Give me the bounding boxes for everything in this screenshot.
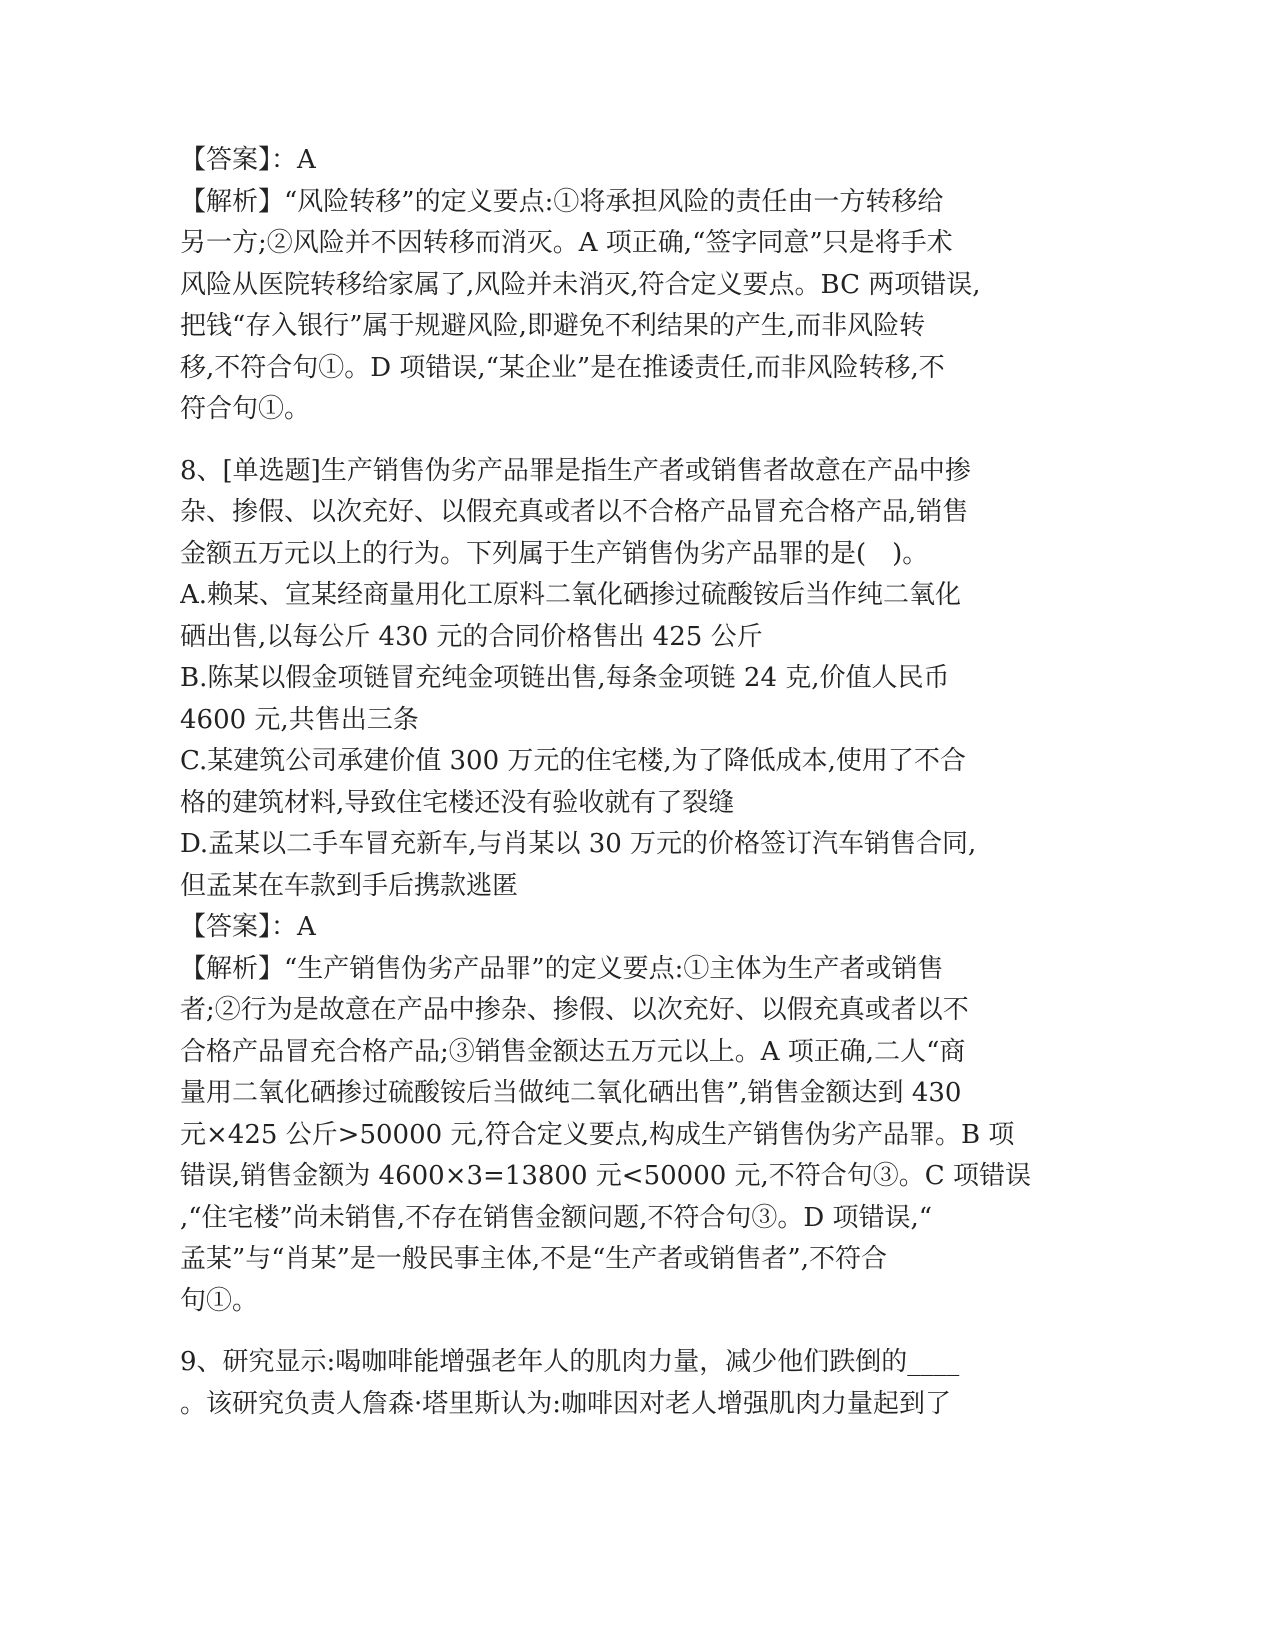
q8-analysis-line: 量用二氧化硒掺过硫酸铵后当做纯二氧化硒出售”,销售金额达到 430 [180,1078,962,1108]
q8-option-a [180,575,1080,658]
q8-stem [180,451,1080,576]
option-line: D.孟某以二手车冒充新车,与肖某以 30 万元的价格签订汽车销售合同, [180,829,977,859]
q7-analysis-line: 把钱“存入银行”属于规避风险,即避免不利结果的产生,而非风险转 [180,311,926,341]
q9-stem-line: 。该研究负责人詹森·塔里斯认为:咖啡因对老人增强肌肉力量起到了 [180,1388,952,1419]
option-line: 硒出售,以每公斤 430 元的合同价格售出 425 公斤 [180,621,763,652]
option-line: B.陈某以假金项链冒充纯金项链出售,每条金项链 24 克,价值人民币 [180,663,950,693]
option-line: 但孟某在车款到手后携款逃匿 [180,870,519,901]
q8-analysis-line: 错误,销售金额为 4600×3=13800 元<50000 元,不符合句③。C 项错误 [180,1161,1031,1191]
q8-analysis-line: 【解析】“生产销售伪劣产品罪”的定义要点:①主体为生产者或销售 [180,953,944,984]
option-line: A.赖某、宣某经商量用化工原料二氧化硒掺过硫酸铵后当作纯二氧化 [180,580,962,610]
q8-analysis [180,949,1080,1323]
q8-analysis-line: 元×425 公斤>50000 元,符合定义要点,构成生产销售伪劣产品罪。B 项 [180,1119,1015,1150]
q7-analysis-line: 另一方;②风险并不因转移而消灭。A 项正确,“签字同意”只是将手术 [180,228,953,258]
q8-option-d [180,824,1080,907]
q8-stem-line: 杂、掺假、以次充好、以假充真或者以不合格产品冒充合格产品,销售 [180,497,969,527]
q7-analysis-line: 风险从医院转移给家属了,风险并未消灭,符合定义要点。BC 两项错误, [180,269,981,300]
q8-analysis-line: ,“住宅楼”尚未销售,不存在销售金额问题,不符合句③。D 项错误,“ [180,1202,933,1233]
q7-analysis-line: 移,不符合句①。D 项错误,“某企业”是在推诿责任,而非风险转移,不 [180,352,945,383]
q8-stem-line: 金额五万元以上的行为。下列属于生产销售伪劣产品罪的是( )。 [180,538,929,569]
q8-analysis-line: 孟某”与“肖某”是一般民事主体,不是“生产者或销售者”,不符合 [180,1244,887,1274]
paragraph-gap [180,1322,1080,1342]
option-line: 格的建筑材料,导致住宅楼还没有验收就有了裂缝 [180,787,735,818]
q8-option-c [180,741,1080,824]
q8-option-b [180,658,1080,741]
document-page [180,140,1080,1425]
q8-stem-line: 8、[单选题]生产销售伪劣产品罪是指生产者或销售者故意在产品中掺 [180,455,971,486]
q8-analysis-line: 句①。 [180,1285,259,1316]
q9-stem [180,1342,1080,1425]
q9-stem-line: 9、研究显示:喝咖啡能增强老年人的肌肉力量，减少他们跌倒的____ [180,1347,960,1377]
q8-answer: 【答案】：A [180,912,316,942]
option-line: C.某建筑公司承建价值 300 万元的住宅楼,为了降低成本,使用了不合 [180,746,966,776]
q7-answer: 【答案】：A [180,145,316,175]
q8-analysis-line: 者;②行为是故意在产品中掺杂、掺假、以次充好、以假充真或者以不 [180,995,969,1025]
paragraph-gap [180,431,1080,451]
q8-analysis-line: 合格产品冒充合格产品;③销售金额达五万元以上。A 项正确,二人“商 [180,1036,966,1067]
q7-analysis-line: 【解析】“风险转移”的定义要点:①将承担风险的责任由一方转移给 [180,186,944,217]
q7-analysis-line: 符合句①。 [180,394,311,424]
option-line: 4600 元,共售出三条 [180,704,419,735]
q7-analysis [180,182,1080,431]
